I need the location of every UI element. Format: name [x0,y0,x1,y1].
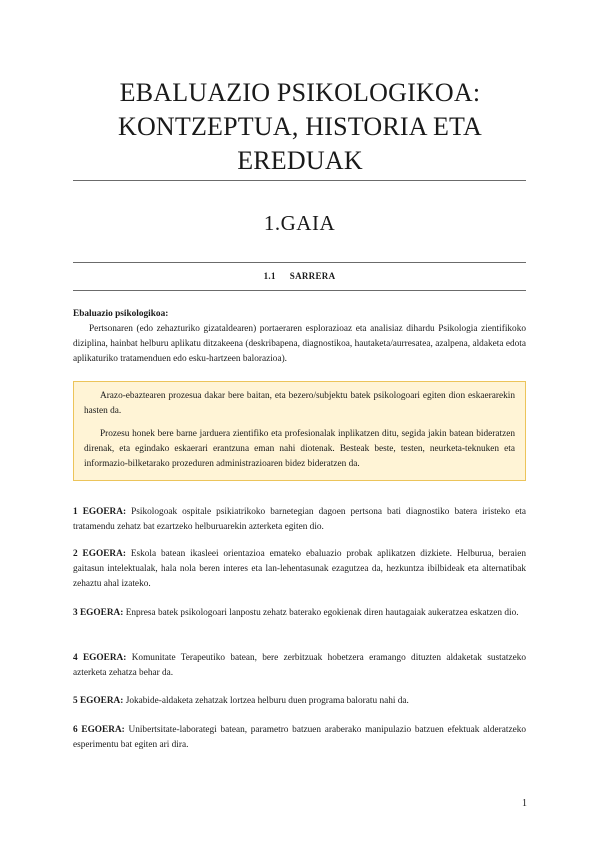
situation-text: Enpresa batek psikologoari lanpostu zehatz baterako egokienak diren hautagaiak aukeratzea eskatzen dio. [125,608,519,618]
document-title [40,76,560,178]
situation-label: 1 EGOERA: [73,507,127,517]
title-line: EBALUAZIO PSIKOLOGIKOA: [119,78,481,107]
intro-text: Pertsonaren (edo zehazturiko gizataldearen) portaeraren esplorazioaz eta analisiaz dihardu Psikologia zientifikoko diziplina, hainbat helburu aplikatu ditzakeena (deskribapena, diagnostikoa, hautaketa/aurresatea, azalpena, aldaketa edota aplikaturiko tratamenduen edo esku-hartzeen balorazioa). [73,324,526,364]
callout-paragraph: Prozesu honek bere barne jarduera zientifiko eta profesionalak inplikatzen ditu, segida jakin batean bideratzen direnak, eta egindako eskaerari erantzuna eman nahi diotenak. Besteak beste, testen, neurketa-teknuken eta informazio-bilketarako prozeduren administrazioaren bidez bideratzen da. [84,429,515,469]
situation-text: Eskola batean ikasleei orientazioa emateko ebaluazio probak aplikatzen dizkiete. Helburua, beraien gaitasun intelektualak, hala nola beren interes eta lan-lehentasunak ezagutzea da, hezkuntza ibilbideak eta alternatibak zehaztu ahal izateko. [73,549,526,589]
intro-block [73,307,526,367]
situation-4 [73,651,526,681]
situation-text: Unibertsitate-laborategi batean, parametro batzuen araberako manipulazio batzuen efektuak alderatzeko esperimentu bat egiten ari dira. [73,725,526,750]
situation-text: Jokabide-aldaketa zehatzak lortzea helburu duen programa baloratu nahi da. [125,696,409,706]
title-line: KONTZEPTUA, HISTORIA ETA [117,112,483,141]
situation-label: 5 EGOERA: [73,696,124,706]
situation-label: 2 EGOERA: [73,549,126,559]
situation-text: Komunitate Terapeutiko batean, bere zerbitzuak hobetzera eramango dituzten aldaketak sustatzeko azterketa zehatza behar da. [73,653,526,678]
situation-5 [73,694,526,709]
situation-label: 6 EGOERA: [73,725,125,735]
situation-label: 4 EGOERA: [73,653,127,663]
callout-paragraph: Arazo-ebaztearen prozesua dakar bere baitan, eta bezero/subjektu batek psikologoari egiten dion eskaerarekin hasten da. [84,391,515,416]
intro-heading: Ebaluazio psikologikoa: [73,309,169,319]
chapter-heading: 1.GAIA [263,211,336,235]
callout-box [73,381,526,481]
title-divider [73,180,526,181]
page-number: 1 [522,798,527,809]
situation-text: Psikologoak ospitale psikiatrikoko barnetegian dagoen pertsona bati diagnostiko batera iristeko eta tratamendu zehatz bat ezartzeko helburuarekin azterketa egiten dio. [73,507,526,532]
situation-3 [73,606,526,621]
section-heading [73,271,526,281]
section-number: 1.1 [263,271,276,281]
section-divider [73,290,526,291]
situation-6 [73,723,526,753]
situation-1 [73,505,526,535]
section-label: SARRERA [289,271,336,281]
chapter-divider [73,262,526,263]
situation-2 [73,547,526,592]
situation-label: 3 EGOERA: [73,608,124,618]
title-line: EREDUAK [237,146,363,175]
